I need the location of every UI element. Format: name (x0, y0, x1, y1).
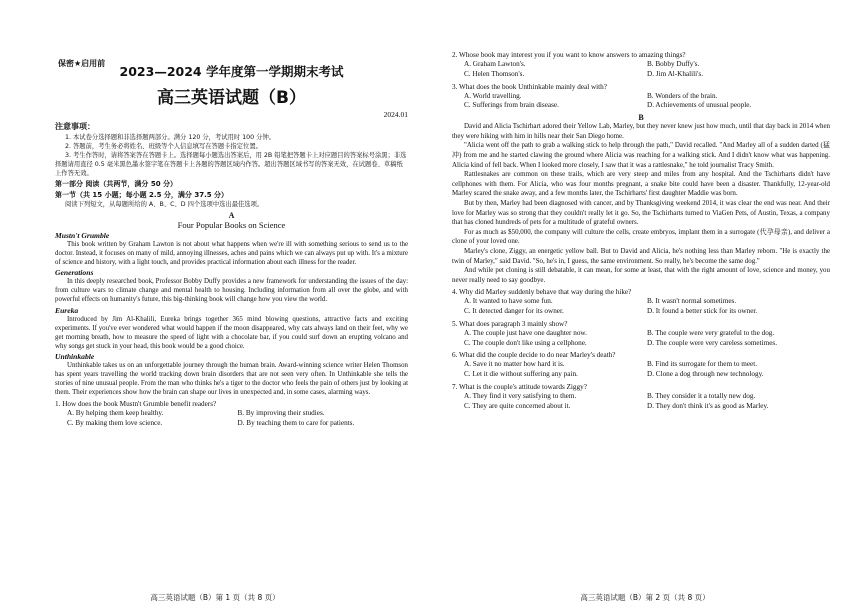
option-b: B. Find its surrogate for them to meet. (647, 360, 757, 369)
book-description: In this deeply researched book, Professor Bobby Duffy provides a new framework for understanding the issues of the day: from culture wars to climate change and mental health to housing. Including information from all over the globe, and with powerful effects on humanity's future, this big-thinking book will change how you view the world. (55, 278, 408, 304)
option-d: D. They don't think it's as good as Marley. (647, 401, 769, 410)
passage-paragraph: And while pet cloning is still debatable, it can mean, for some at least, that with the right amount of love, science and money, you never really need to say goodbye. (452, 266, 830, 284)
book-description: Introduced by Jim Al-Khalili, Eureka brings together 365 mind blowing questions, attractive facts and exciting experiments. If you've ever wondered what would happen if the moon disappeared, why cats always land on their feet, why we get morning breath, how to measure the speed of light with a chocolate bar, if you could surf down an erupting volcano and why songs get stuck in your head, this book would be a good choice. (55, 315, 408, 350)
question-4: 4. Why did Marley suddenly behave that way during the hike? (452, 288, 632, 297)
passage-paragraph: For as much as $50,000, the company will culture the cells, create embryos, implant them in a surrogate (代孕母亲), and deliver a clone of your loved one. (452, 227, 830, 246)
option-d: D. Clone a dog through new technology. (647, 370, 764, 379)
option-d: D. It found a better stick for its owner. (647, 307, 758, 316)
question-5-options (452, 329, 830, 349)
question-2: 2. Whose book may interest you if you want to know answers to amazing things? (452, 51, 686, 59)
page-footer: 高三英语试题（B）第 1 页（共 8 页） (150, 593, 280, 602)
passage-paragraph: "Alicia went off the path to grab a walking stick to help through the path," David recalled. "And Marley all of a sudden darted (猛冲) from me and he started clawing the ground where Alicia was reaching for a walking stick. And I didn't know what was happening. Alicia kind of fell back. When I looked more closely, I saw that it was a rattlesnake," he told journalist Tracy Smith. (452, 141, 830, 169)
note-item: 2. 答题前，考生务必将姓名、班级等个人信息填写在答题卡指定位置。 (65, 143, 262, 150)
question-3-options (452, 92, 830, 112)
notes-heading: 注意事项： (55, 122, 95, 131)
book-title: Generations (55, 268, 94, 278)
question-6-options (452, 360, 830, 380)
question-3: 3. What does the book Unthinkable mainly deal with? (452, 82, 607, 91)
option-c: C. By making them love science. (67, 419, 163, 428)
note-item: 3. 考生作答时，请将答案答在答题卡上。选择题每小题选出答案后，用 2B 铅笔把答题卡上对应题目的答案标号涂黑；非选择题请用直径 0.5 毫米黑色墨水签字笔在答题卡上各题的答题区域内作答。超出答题区域书写的答案无效，在试题卷、草稿纸上作答无效。 (55, 152, 407, 177)
question-7: 7. What is the couple's attitude towards Ziggy? (452, 383, 587, 392)
option-b: B. By improving their studies. (237, 409, 325, 418)
exam-title: 2023—2024 学年度第一学期期末考试 (119, 64, 344, 79)
question-4-options (452, 297, 830, 317)
book-title: Unthinkable (55, 351, 95, 361)
page-footer: 高三英语试题（B）第 2 页（共 8 页） (580, 593, 710, 602)
exam-date: 2024.01 (383, 110, 408, 119)
section-heading: 第一节（共 15 小题；每小题 2.5 分，满分 37.5 分） (55, 191, 229, 199)
option-c: C. The couple don't like using a cellphone. (464, 338, 587, 347)
subject-title: 高三英语试题（B） (157, 88, 306, 108)
option-c: C. They are quite concerned about it. (464, 401, 571, 410)
book-title: Eureka (55, 305, 79, 315)
option-c: C. Let it die without suffering any pain. (464, 370, 578, 379)
question-1: 1. How does the book Mustn't Grumble benefit readers? (55, 400, 217, 409)
option-d: D. Achievements of unusual people. (647, 101, 752, 110)
option-d: D. By teaching them to care for patients. (237, 419, 355, 428)
passage-paragraph: But by then, Marley had been diagnosed with cancer, and by Thanksgiving weekend 2014, it was clear the end was near. And their love for Marley was so strong that they couldn't really let it go. So, the Tschirharts turned to ViaGen Pets, of Austin, Texas, a company that has cloned hundreds of pets for a multitude of grateful owners. (452, 198, 830, 227)
option-a: A. Save it no matter how hard it is. (464, 360, 565, 369)
option-a: A. By helping them keep healthy. (67, 409, 164, 418)
passage-letter: A (228, 211, 235, 220)
question-6: 6. What did the couple decide to do near Marley's death? (452, 351, 616, 360)
option-a: A. It wanted to have some fun. (464, 297, 553, 306)
passage-paragraph: Rattlesnakes are common on these trails, which are very steep and miles from any hospital. And the Tschirharts didn't have cellphones with them. For Alicia, who was four months pregnant, a snake bite could have been a disaster. Thankfully, 12-year-old Marley scared the snake away, and a few months later, the Tschirharts' first daughter Maddie was born. (452, 170, 830, 198)
option-a: A. They find it very satisfying to them. (464, 392, 577, 401)
option-b: B. The couple were very grateful to the dog. (647, 328, 775, 337)
option-a: A. World travelling. (464, 91, 522, 100)
book-title: Mustn't Grumble (55, 231, 110, 240)
option-b: B. It wasn't normal sometimes. (647, 297, 737, 306)
option-d: D. Jim Al-Khalili's. (647, 69, 704, 78)
option-b: B. They consider it a totally new dog. (647, 392, 756, 401)
passage-paragraph: Marley's clone, Ziggy, an energetic yellow ball. But to David and Alicia, he's nothing less than Marley reborn. "He is exactly the twin of Marley," said David. "So, he's in, I guess, the same environment. So really, he's become the same dog." (452, 246, 830, 265)
question-1-options (55, 409, 408, 429)
option-a: A. The couple just have one daughter now. (464, 328, 587, 337)
passage-letter: B (638, 113, 644, 123)
book-description: Unthinkable takes us on an unforgettable journey through the human brain. Award-winning science writer Helen Thomson has spent years travelling the world tracking down brain disorders that are not seen very often. In Unthinkable she tells the stories of nine unusual people. From the man who thinks he's a tiger to the doctor who feels the pain of others just by looking at them. Their experiences show how the brain can shape our lives in unexpected and, in some cases, alarming ways. (55, 361, 408, 397)
question-2-options (452, 60, 830, 80)
book-description: This book written by Graham Lawton is not about what happens when we're ill with something serious to send us to the doctor. Instead, it focuses on many of mild, annoying illnesses, aches and pains which we can always put up with. It's a mixture of science and history, with a light touch, and provides practical information about each illness for the reader. (55, 241, 408, 267)
passage-title: Four Popular Books on Science (177, 220, 286, 230)
confidential-label: 保密★启用前 (58, 59, 106, 68)
question-7-options (452, 392, 830, 412)
note-item: 1. 本试卷分选择题和非选择题两部分。满分 120 分，考试用时 100 分钟。 (65, 134, 276, 141)
option-c: C. It detected danger for its owner. (464, 307, 564, 316)
instruction: 阅读下列短文，从每题所给的 A、B、C、D 四个选项中选出最佳选项。 (65, 201, 264, 208)
option-b: B. Wonders of the brain. (647, 91, 718, 100)
part-heading: 第一部分 阅读（共两节，满分 50 分） (55, 180, 178, 188)
question-5: 5. What does paragraph 3 mainly show? (452, 319, 568, 328)
option-b: B. Bobby Duffy's. (647, 60, 700, 68)
right-page (430, 0, 860, 609)
option-c: C. Helen Thomson's. (464, 69, 525, 78)
option-a: A. Graham Lawton's. (464, 60, 526, 68)
passage-paragraph: David and Alicia Tschirhart adored their Yellow Lab, Marley, but they never knew just how much, until that day back in 2014 when they were hiking with him in hills near their San Diego home. (452, 122, 830, 140)
option-c: C. Sufferings from brain disease. (464, 101, 559, 110)
option-d: D. The couple were very careless sometimes. (647, 338, 777, 347)
